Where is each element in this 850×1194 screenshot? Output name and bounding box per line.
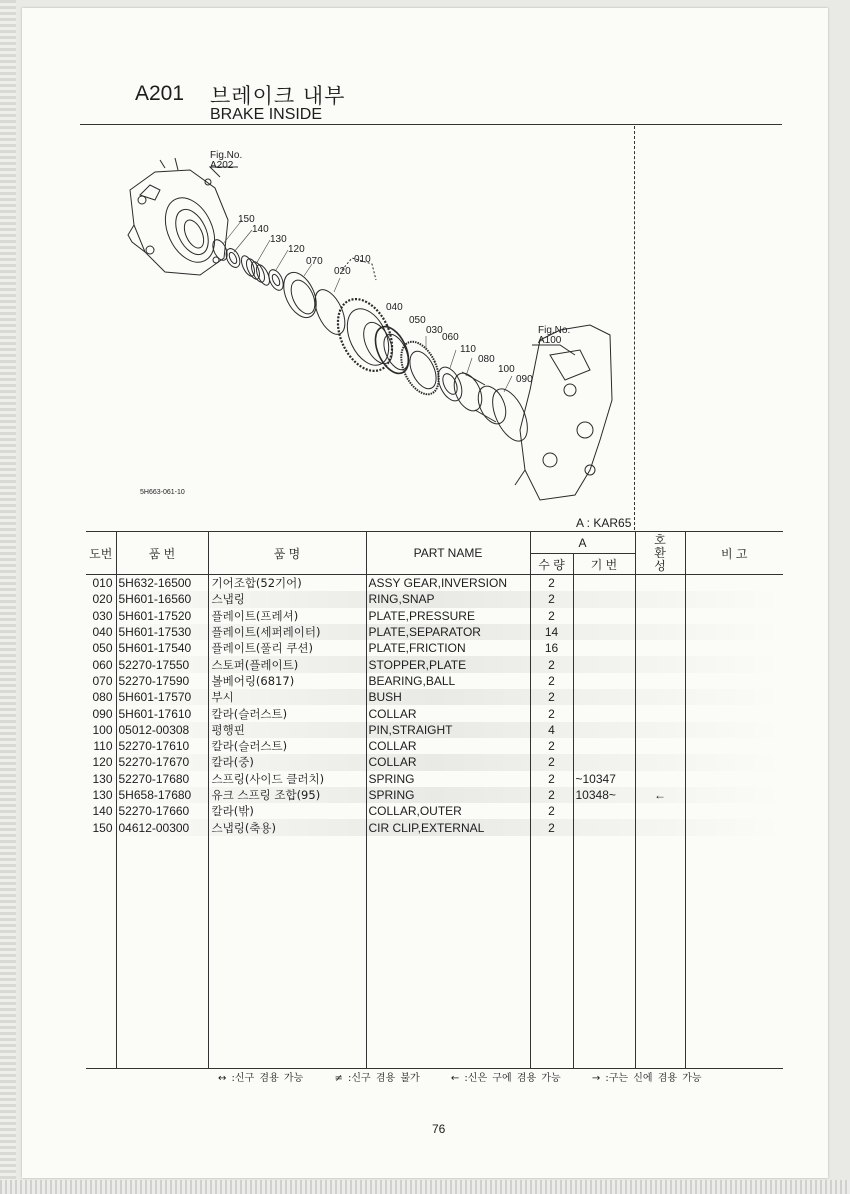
table-row (86, 575, 783, 592)
table-empty-space (86, 836, 783, 1069)
row-part-no: 52270-17590 (116, 673, 208, 689)
callout-120: 120 (288, 244, 305, 255)
row-qty: 2 (530, 771, 573, 787)
row-ref: 070 (92, 673, 113, 688)
figure-divider (634, 126, 635, 530)
row-ref: 040 (92, 625, 113, 640)
callout-110: 110 (460, 344, 476, 355)
row-part-name: PLATE,PRESSURE (366, 608, 530, 624)
row-part-name: COLLAR (366, 705, 530, 721)
row-qty: 2 (530, 787, 573, 803)
row-part-name: BEARING,BALL (366, 673, 530, 689)
row-ref: 150 (92, 820, 113, 835)
empty-cell (116, 836, 208, 1069)
table-row (86, 608, 783, 624)
row-serial (573, 819, 635, 835)
row-serial (573, 673, 635, 689)
row-name-ko: 칼라(슬러스트) (208, 738, 366, 754)
row-serial: ~10347 (573, 771, 635, 787)
col-header-name-ko: 품 명 (208, 532, 366, 575)
row-qty: 2 (530, 673, 573, 689)
row-interchange (635, 819, 685, 835)
section-code: A201 (135, 82, 185, 105)
row-interchange (635, 640, 685, 656)
row-remarks (685, 705, 783, 721)
row-interchange (635, 722, 685, 738)
row-interchange (635, 575, 685, 592)
row-part-name: CIR CLIP,EXTERNAL (366, 819, 530, 835)
col-header-group-a: A (530, 532, 635, 554)
row-remarks (685, 803, 783, 819)
row-remarks (685, 591, 783, 607)
row-part-name: ASSY GEAR,INVERSION (366, 575, 530, 592)
row-part-no: 52270-17550 (116, 656, 208, 672)
row-qty: 2 (530, 656, 573, 672)
section-title-english: BRAKE INSIDE (210, 106, 323, 123)
col-header-interchange (635, 532, 685, 575)
row-part-name: PIN,STRAIGHT (366, 722, 530, 738)
callout-150: 150 (238, 214, 255, 225)
row-remarks (685, 787, 783, 803)
row-remarks (685, 673, 783, 689)
row-interchange (635, 738, 685, 754)
interchange-char-1: 호 (654, 532, 666, 547)
legend-new-fits-old: ← :신은 구에 겸용 가능 (450, 1073, 561, 1084)
row-interchange (635, 624, 685, 640)
part-130-spring (239, 254, 272, 287)
table-row (86, 771, 783, 787)
row-qty: 2 (530, 689, 573, 705)
row-part-name: COLLAR (366, 738, 530, 754)
callout-080: 080 (478, 354, 495, 365)
row-qty: 4 (530, 722, 573, 738)
interchange-char-2: 환 (654, 545, 666, 560)
row-qty: 2 (530, 754, 573, 770)
row-name-ko: 스프링(사이드 클러치) (208, 771, 366, 787)
legend-old-fits-new: → :구는 신에 겸용 가능 (591, 1073, 702, 1084)
row-name-ko: 유크 스프링 조합(95) (208, 787, 366, 803)
callout-030: 030 (426, 325, 443, 336)
row-part-name: COLLAR (366, 754, 530, 770)
table-row (86, 624, 783, 640)
row-ref: 120 (92, 755, 113, 770)
row-serial (573, 640, 635, 656)
table-row (86, 640, 783, 656)
row-qty: 2 (530, 608, 573, 624)
row-qty: 2 (530, 803, 573, 819)
row-part-no: 52270-17660 (116, 803, 208, 819)
table-row (86, 705, 783, 721)
part-030-pressure-plate (394, 336, 447, 400)
callout-050: 050 (409, 315, 426, 326)
row-serial (573, 803, 635, 819)
row-serial: 10348~ (573, 787, 635, 803)
table-row (86, 689, 783, 705)
row-interchange: ← (635, 787, 685, 803)
row-ref: 020 (92, 592, 113, 607)
table-row (86, 803, 783, 819)
row-part-no: 52270-17680 (116, 771, 208, 787)
row-ref: 140 (92, 804, 113, 819)
row-part-no: 5H601-17520 (116, 608, 208, 624)
row-qty: 2 (530, 705, 573, 721)
row-remarks (685, 722, 783, 738)
row-part-no: 5H601-17570 (116, 689, 208, 705)
model-designation: A : KAR65 (576, 516, 632, 530)
callout-130: 130 (270, 234, 287, 245)
row-interchange (635, 705, 685, 721)
row-part-no: 05012-00308 (116, 722, 208, 738)
row-name-ko: 기어조합(52기어) (208, 575, 366, 592)
callout-070: 070 (306, 256, 323, 267)
row-serial (573, 689, 635, 705)
row-name-ko: 스냅링 (208, 591, 366, 607)
row-serial (573, 738, 635, 754)
row-remarks (685, 640, 783, 656)
interchange-char-3: 성 (654, 558, 666, 573)
row-ref: 080 (92, 690, 113, 705)
row-name-ko: 스토퍼(플레이트) (208, 656, 366, 672)
row-name-ko: 볼베어링(6817) (208, 673, 366, 689)
legend-bidirectional: ↔ :신구 겸용 가능 (218, 1073, 304, 1084)
parts-table (86, 531, 783, 1069)
empty-cell (530, 836, 573, 1069)
empty-cell (208, 836, 366, 1069)
row-part-no: 5H601-17540 (116, 640, 208, 656)
row-ref: 130 (92, 771, 113, 786)
empty-cell (573, 836, 635, 1069)
table-row (86, 673, 783, 689)
row-serial (573, 722, 635, 738)
row-name-ko: 부시 (208, 689, 366, 705)
row-part-no: 52270-17610 (116, 738, 208, 754)
table-row (86, 819, 783, 835)
row-name-ko: 칼라(중) (208, 754, 366, 770)
fig-ref-top-number: A202 (210, 160, 234, 171)
row-part-no: 5H601-17610 (116, 705, 208, 721)
row-part-name: COLLAR,OUTER (366, 803, 530, 819)
fig-ref-right-label: Fig.No. (538, 325, 571, 336)
callout-060: 060 (442, 332, 459, 343)
row-interchange (635, 608, 685, 624)
callout-090: 090 (516, 374, 533, 385)
callout-020: 020 (334, 266, 351, 277)
legend-not-interchangeable: ≠ :신구 겸용 불가 (334, 1073, 420, 1084)
row-part-no: 5H632-16500 (116, 575, 208, 592)
row-ref: 100 (92, 722, 113, 737)
page-number: 76 (432, 1122, 446, 1136)
table-row (86, 656, 783, 672)
col-header-remarks: 비 고 (685, 532, 783, 575)
row-serial (573, 705, 635, 721)
part-020-snap-ring (309, 285, 351, 339)
row-name-ko: 플레이트(세퍼레이터) (208, 624, 366, 640)
empty-cell (86, 836, 116, 1069)
row-interchange (635, 656, 685, 672)
row-serial (573, 608, 635, 624)
row-qty: 2 (530, 819, 573, 835)
row-ref: 130 (92, 788, 113, 802)
row-qty: 2 (530, 591, 573, 607)
transmission-case-drawing (515, 325, 612, 500)
row-name-ko: 칼라(밖) (208, 803, 366, 819)
row-ref: 110 (93, 739, 113, 754)
row-part-name: RING,SNAP (366, 591, 530, 607)
row-interchange (635, 673, 685, 689)
col-header-part-name: PART NAME (366, 532, 530, 575)
table-row (86, 722, 783, 738)
row-name-ko: 플레이트(풀리 쿠션) (208, 640, 366, 656)
row-remarks (685, 608, 783, 624)
table-row (86, 738, 783, 754)
row-name-ko: 평행핀 (208, 722, 366, 738)
row-part-name: SPRING (366, 787, 530, 803)
row-interchange (635, 771, 685, 787)
empty-cell (635, 836, 685, 1069)
row-name-ko: 플레이트(프레셔) (208, 608, 366, 624)
row-interchange (635, 591, 685, 607)
empty-cell (366, 836, 530, 1069)
part-090-collar (485, 384, 534, 447)
row-remarks (685, 689, 783, 705)
row-remarks (685, 656, 783, 672)
row-part-name: PLATE,FRICTION (366, 640, 530, 656)
row-part-name: SPRING (366, 771, 530, 787)
col-header-qty: 수 량 (530, 554, 573, 575)
row-serial (573, 754, 635, 770)
row-name-ko: 스냅링(축용) (208, 819, 366, 835)
row-part-no: 5H601-17530 (116, 624, 208, 640)
section-title-korean: 브레이크 내부 (210, 84, 346, 108)
row-ref: 090 (92, 706, 113, 721)
row-remarks (685, 754, 783, 770)
row-qty: 16 (530, 640, 573, 656)
row-part-no: 5H658-17680 (116, 787, 208, 803)
row-serial (573, 591, 635, 607)
drawing-code: 5H663-061-10 (140, 489, 185, 496)
row-interchange (635, 754, 685, 770)
row-name-ko: 칼라(슬러스트) (208, 705, 366, 721)
table-row (86, 591, 783, 607)
row-part-no: 52270-17670 (116, 754, 208, 770)
callout-040: 040 (386, 302, 403, 313)
header-rule (80, 124, 782, 125)
row-qty: 2 (530, 738, 573, 754)
row-part-name: PLATE,SEPARATOR (366, 624, 530, 640)
row-serial (573, 624, 635, 640)
row-ref: 030 (92, 608, 113, 623)
page-binding-edge (0, 0, 16, 1194)
col-header-ref: 도번 (86, 532, 116, 575)
row-remarks (685, 624, 783, 640)
exploded-parts-diagram (120, 140, 620, 510)
row-part-name: STOPPER,PLATE (366, 656, 530, 672)
row-interchange (635, 689, 685, 705)
col-header-serial: 기 번 (573, 554, 635, 575)
table-row (86, 787, 783, 803)
row-remarks (685, 575, 783, 592)
row-remarks (685, 738, 783, 754)
row-part-no: 5H601-16560 (116, 591, 208, 607)
empty-cell (685, 836, 783, 1069)
fig-ref-top-label: Fig.No. (210, 150, 243, 161)
row-qty: 2 (530, 575, 573, 592)
row-qty: 14 (530, 624, 573, 640)
row-remarks (685, 771, 783, 787)
row-part-name: BUSH (366, 689, 530, 705)
row-serial (573, 656, 635, 672)
brake-housing-drawing (128, 158, 228, 275)
page-bottom-edge (0, 1180, 850, 1194)
row-ref: 060 (92, 657, 113, 672)
row-remarks (685, 819, 783, 835)
table-row (86, 754, 783, 770)
row-part-no: 04612-00300 (116, 819, 208, 835)
callout-140: 140 (252, 224, 269, 235)
row-ref: 050 (92, 641, 113, 656)
col-header-part-no: 품 번 (116, 532, 208, 575)
row-serial (573, 575, 635, 592)
callout-100: 100 (498, 364, 515, 375)
part-120-collar (266, 267, 286, 292)
row-ref: 010 (92, 576, 113, 591)
callout-010: 010 (354, 254, 371, 265)
interchangeability-legend (218, 1069, 728, 1084)
row-interchange (635, 803, 685, 819)
fig-ref-right-number: A100 (538, 335, 562, 346)
